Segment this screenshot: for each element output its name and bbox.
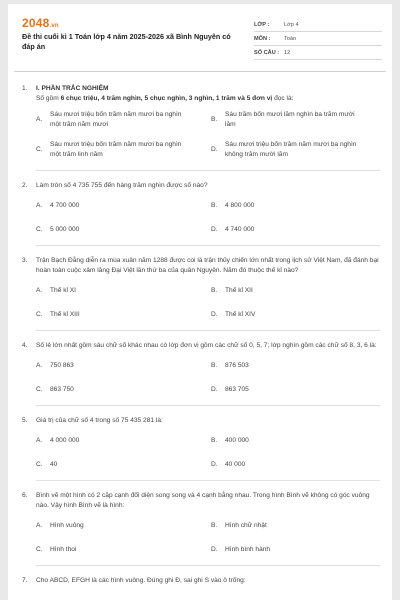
options-q1 — [36, 110, 380, 160]
option-b[interactable]: B. 4 800 000 — [211, 202, 255, 209]
meta-row-count — [254, 46, 382, 60]
options-q2 — [36, 201, 380, 235]
option-d[interactable]: D. Hình bình hành — [211, 546, 271, 553]
options-q6 — [36, 521, 380, 555]
option-c[interactable]: C. Hình thoi — [36, 546, 77, 553]
question-text: Cho ABCD, EFGH là các hình vuông. Đúng ghi Đ, sai ghi S vào ô trống: — [36, 577, 246, 584]
question-3 — [22, 256, 380, 276]
options-q5 — [36, 436, 380, 470]
option-b[interactable]: B. Sáu trăm bốn mươi lăm nghìn ba trăm mười lăm — [211, 111, 355, 128]
exam-title: Đề thi cuối kì 1 Toán lớp 4 năm 2025-2026 xã Bình Nguyên có đáp án — [22, 32, 231, 51]
meta-row-subject — [254, 32, 382, 46]
option-d[interactable]: D. 40 000 — [211, 461, 246, 468]
question-separator — [36, 330, 380, 331]
option-b[interactable]: B. Hình chữ nhật — [211, 522, 267, 529]
question-7 — [22, 576, 380, 586]
logo-suffix: .vn — [49, 23, 59, 29]
question-separator — [36, 405, 380, 406]
exam-page — [8, 4, 392, 600]
option-d[interactable]: D. Sáu mươi triệu bốn trăm năm mươi ba nghìn không trăm mười lăm — [211, 141, 357, 158]
logo-main: 2048 — [22, 16, 50, 30]
question-1 — [22, 84, 380, 104]
option-d[interactable]: D. Thế kỉ XIV — [211, 311, 256, 318]
question-separator — [36, 245, 380, 246]
options-q3 — [36, 286, 380, 320]
option-b[interactable]: B. 400 000 — [211, 437, 249, 444]
option-a[interactable]: A. 750 863 — [36, 362, 74, 369]
exam-meta — [254, 18, 382, 60]
question-5 — [22, 416, 380, 426]
question-number: 2. — [22, 182, 28, 189]
option-b[interactable]: B. 876 503 — [211, 362, 249, 369]
option-c[interactable]: C. 863 750 — [36, 386, 74, 393]
option-a[interactable]: A. Sáu mươi triệu bốn trăm năm mươi ba nghìn một trăm năm mươi — [36, 111, 182, 128]
option-c[interactable]: C. 40 — [36, 461, 58, 468]
option-c[interactable]: C. 5 000 000 — [36, 226, 80, 233]
exam-header — [8, 4, 392, 68]
option-a[interactable]: A. 4 700 000 — [36, 202, 80, 209]
question-text: Số lẻ lớn nhất gồm sáu chữ số khác nhau có lớp đơn vị gồm các chữ số 0, 5, 7; lớp nghìn gồm các chữ số 8, 3, 6 là: — [36, 342, 377, 349]
option-a[interactable]: A. Hình vuông — [36, 522, 84, 529]
question-number: 5. — [22, 417, 28, 424]
option-d[interactable]: D. 4 740 000 — [211, 226, 255, 233]
question-4 — [22, 341, 380, 351]
meta-label: SỐ CÂU : — [254, 49, 280, 56]
question-number: 3. — [22, 257, 28, 264]
header-divider — [14, 71, 386, 72]
question-text: Giá trị của chữ số 4 trong số 75 435 281 là: — [36, 417, 163, 424]
option-a[interactable]: A. Thế kỉ XI — [36, 287, 77, 294]
question-text: Số gồm 6 chục triệu, 4 trăm nghìn, 5 chục nghìn, 3 nghìn, 1 trăm và 5 đơn vị đọc là: — [36, 95, 294, 102]
options-q4 — [36, 361, 380, 395]
option-c[interactable]: C. Sáu mươi triệu bốn trăm năm mươi ba nghìn một trăm linh năm — [36, 141, 182, 158]
question-separator — [36, 565, 380, 566]
meta-value: Toán — [284, 35, 297, 42]
question-separator — [36, 170, 380, 171]
question-text: Trận Bạch Đằng diễn ra mùa xuân năm 1288 được coi là trận thủy chiến lớn nhất trong lịch sử Việt Nam, đã đánh bại hoàn toàn cuộc xâm lăng Đại Việt lần thứ ba của quân Nguyên. Năm đó thuộc thế kỉ nào? — [36, 257, 379, 274]
question-number: 4. — [22, 342, 28, 349]
question-number: 7. — [22, 577, 28, 584]
question-number: 1. — [22, 85, 28, 92]
section-title: I. PHẦN TRẮC NGHIỆM — [36, 85, 109, 92]
meta-value: 12 — [284, 49, 291, 56]
question-6 — [22, 491, 380, 511]
question-number: 6. — [22, 492, 28, 499]
meta-value: Lớp 4 — [284, 21, 299, 28]
site-logo[interactable] — [22, 16, 59, 30]
question-separator — [36, 480, 380, 481]
option-c[interactable]: C. Thế kỉ XIII — [36, 311, 80, 318]
question-list — [22, 84, 380, 586]
meta-row-class — [254, 18, 382, 32]
meta-label: LỚP : — [254, 21, 270, 28]
question-2 — [22, 181, 380, 191]
meta-label: MÔN : — [254, 35, 271, 42]
option-a[interactable]: A. 4 000 000 — [36, 437, 80, 444]
option-d[interactable]: D. 863 705 — [211, 386, 249, 393]
option-b[interactable]: B. Thế kỉ XII — [211, 287, 253, 294]
question-text: Làm tròn số 4 735 755 đến hàng trăm nghìn được số nào? — [36, 182, 208, 189]
question-text: Bình vẽ một hình có 2 cặp cạnh đối diện song song và 4 cạnh bằng nhau. Trong hình Bình vẽ không có góc vuông nào. Vậy hình Bình vẽ là hình: — [36, 492, 370, 509]
